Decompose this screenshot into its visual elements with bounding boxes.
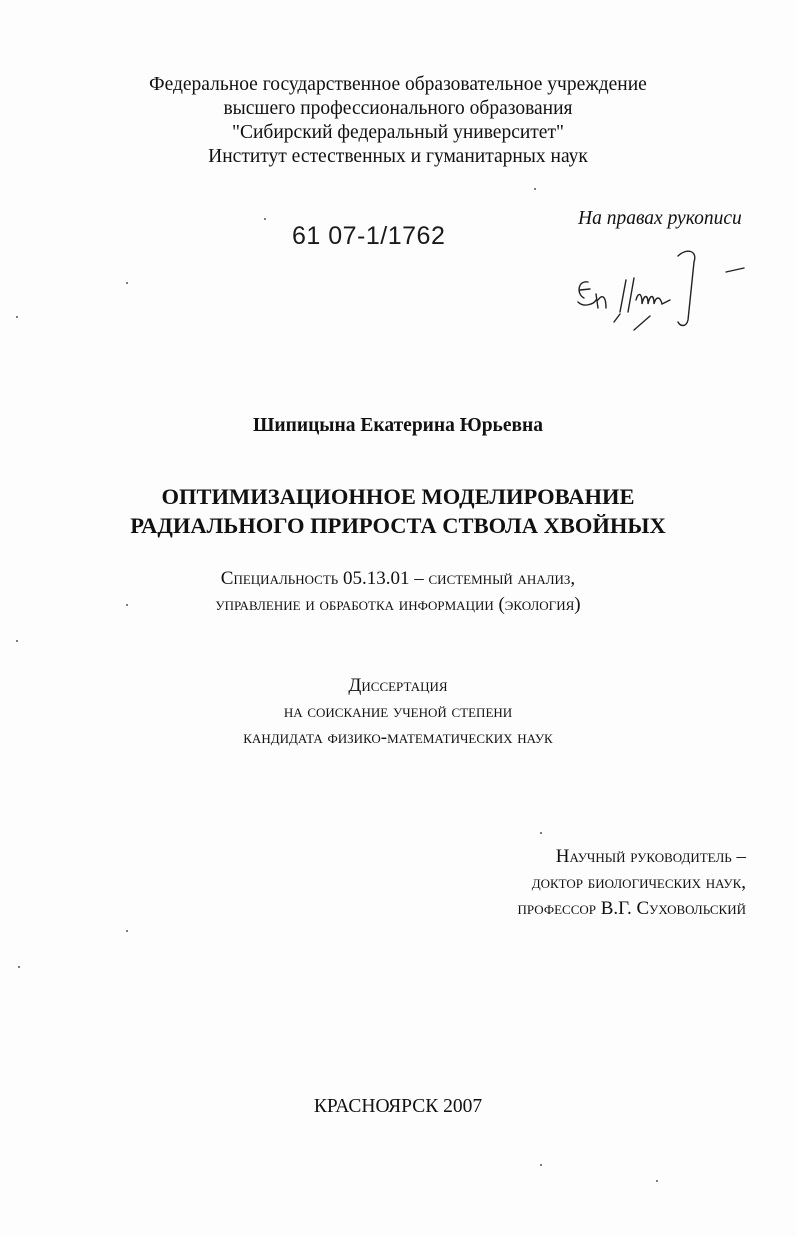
- scan-speck: [540, 1164, 542, 1166]
- title-line-2: РАДИАЛЬНОГО ПРИРОСТА СТВОЛА ХВОЙНЫХ: [130, 513, 666, 538]
- scan-speck: [656, 1180, 658, 1182]
- scan-speck: [126, 930, 128, 932]
- archive-number: 61 07-1/1762: [292, 222, 446, 250]
- institution-header: [0, 73, 796, 169]
- specialty-line-1: Специальность 05.13.01 – системный анализ,: [220, 568, 576, 589]
- degree-line-2: на соискание ученой степени: [283, 701, 513, 722]
- institution-line-2: высшего профессионального образования: [223, 98, 573, 119]
- degree-statement: [0, 673, 796, 751]
- scientific-supervisor: [518, 844, 747, 922]
- institution-line-4: Институт естественных и гуманитарных наук: [208, 146, 588, 167]
- supervisor-line-1: Научный руководитель –: [555, 846, 746, 867]
- scan-speck: [18, 966, 20, 968]
- title-line-1: ОПТИМИЗАЦИОННОЕ МОДЕЛИРОВАНИЕ: [161, 484, 635, 509]
- scan-speck: [126, 604, 128, 606]
- handwritten-signature: [566, 242, 766, 352]
- institution-line-3: "Сибирский федеральный университет": [232, 122, 564, 143]
- author-name: Шипицына Екатерина Юрьевна: [252, 415, 544, 436]
- city-year: КРАСНОЯРСК 2007: [313, 1096, 483, 1117]
- degree-line-3: кандидата физико-математических наук: [243, 727, 553, 748]
- scan-speck: [16, 316, 18, 318]
- specialty-line-2: управление и обработка информации (экология): [215, 594, 581, 615]
- scan-speck: [534, 188, 536, 190]
- dissertation-title: [0, 482, 796, 540]
- supervisor-line-3: профессор В.Г. Суховольский: [517, 898, 746, 919]
- degree-line-1: Диссертация: [348, 675, 448, 696]
- supervisor-line-2: доктор биологических наук,: [531, 872, 746, 893]
- institution-line-1: Федеральное государственное образовательное учреждение: [149, 74, 647, 95]
- specialty: [0, 566, 796, 618]
- scan-speck: [264, 218, 266, 220]
- scan-speck: [126, 282, 128, 284]
- manuscript-rights-note: На правах рукописи: [578, 208, 742, 229]
- scan-speck: [16, 640, 18, 642]
- scan-speck: [540, 832, 542, 834]
